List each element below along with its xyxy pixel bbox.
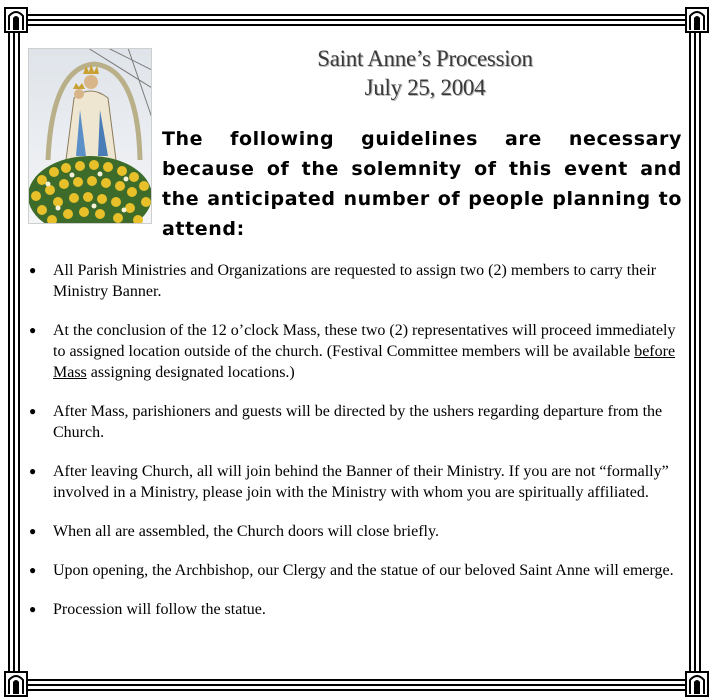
bullet-icon: ● (29, 524, 37, 538)
list-item (26, 521, 686, 542)
underlined-phrase: before Mass (53, 343, 676, 381)
list-item (26, 320, 686, 383)
bullet-icon: ● (29, 464, 37, 478)
list-item (26, 461, 686, 503)
title-event: Saint Anne’s Procession (317, 46, 533, 71)
saint-anne-statue-photo (28, 48, 152, 224)
corner-ornament-icon (4, 7, 28, 33)
intro-paragraph: The following guidelines are necessary because of the solemnity of this event and the anticipated number of people planning to attend: (162, 128, 682, 240)
border-top (14, 14, 701, 26)
list-item (26, 560, 686, 581)
corner-ornament-icon (685, 7, 709, 33)
title-date: July 25, 2004 (364, 75, 486, 100)
corner-ornament-icon (4, 671, 28, 697)
bullet-icon: ● (29, 602, 37, 616)
border-left (8, 14, 20, 685)
bullet-icon: ● (29, 404, 37, 418)
guideline-text-part: assigning designated locations.) (86, 364, 295, 381)
border-right (689, 14, 701, 685)
guideline-text: After leaving Church, all will join behind the Banner of their Ministry. If you are not “formally” involved in a Ministry, please join with the Ministry with whom you are spiritually affiliated. (53, 463, 669, 501)
guideline-text: All Parish Ministries and Organizations are requested to assign two (2) members to carry their Ministry Banner. (53, 262, 657, 300)
corner-ornament-icon (685, 671, 709, 697)
list-item (26, 401, 686, 443)
guidelines-list (26, 260, 686, 638)
bullet-icon: ● (29, 563, 37, 577)
list-item (26, 599, 686, 620)
guideline-text-part: At the conclusion of the 12 o’clock Mass, these two (2) representatives will proceed immediately to assigned location outside of the church. (Festival Committee members will be available (53, 322, 676, 360)
border-bottom (14, 679, 701, 691)
guideline-text: Upon opening, the Archbishop, our Clergy and the statue of our beloved Saint Anne will emerge. (53, 562, 674, 579)
guideline-text: Procession will follow the statue. (53, 601, 266, 618)
bullet-icon: ● (29, 263, 37, 277)
guideline-text (53, 322, 675, 381)
guideline-text: After Mass, parishioners and guests will be directed by the ushers regarding departure from the Church. (53, 403, 663, 441)
document-title (240, 44, 610, 102)
list-item (26, 260, 686, 302)
guideline-text: When all are assembled, the Church doors will close briefly. (53, 523, 439, 540)
bullet-icon: ● (29, 323, 37, 337)
